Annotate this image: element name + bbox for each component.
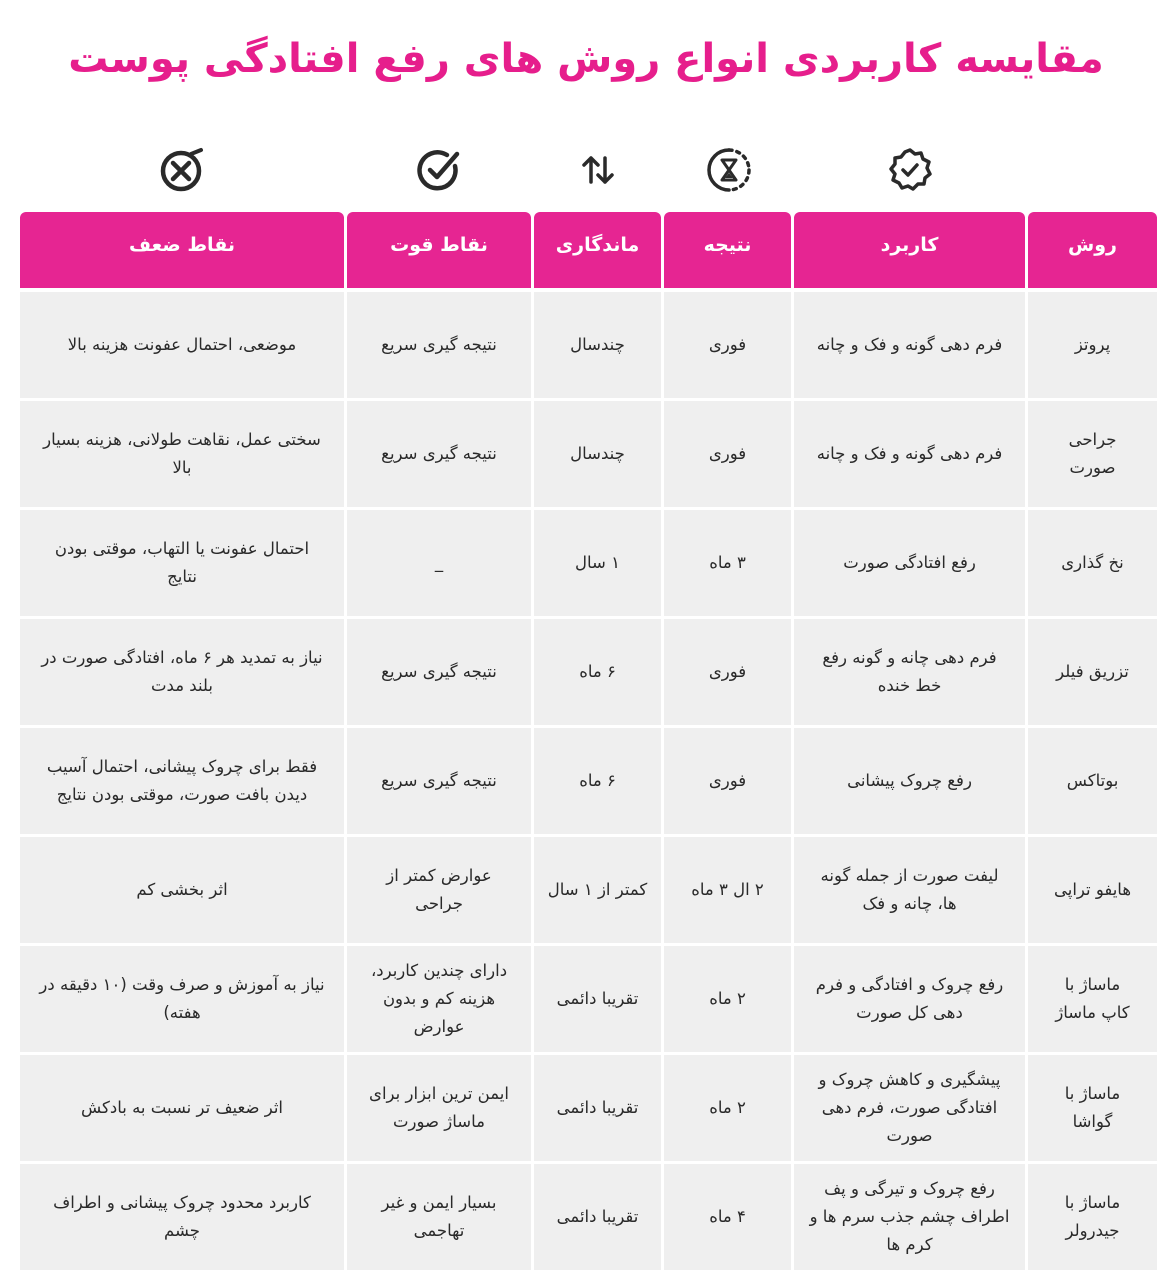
table-cell-method: ماساژ با کاپ ماساژ xyxy=(1028,946,1157,1052)
table-cell-strengths: نتیجه گیری سریع xyxy=(347,292,531,398)
table-cell-weaknesses: کاربرد محدود چروک پیشانی و اطراف چشم xyxy=(20,1164,344,1270)
table-cell-usage: فرم دهی چانه و گونه رفع خط خنده xyxy=(794,619,1025,725)
table-cell-durability: تقریبا دائمی xyxy=(534,1164,661,1270)
table-cell-strengths: نتیجه گیری سریع xyxy=(347,728,531,834)
table-cell-usage: رفع چروک و تیرگی و پف اطراف چشم جذب سرم ها و کرم ها xyxy=(794,1164,1025,1270)
table-cell-durability: ۶ ماه xyxy=(534,619,661,725)
table-cell-weaknesses: فقط برای چروک پیشانی، احتمال آسیب دیدن بافت صورت، موقتی بودن نتایج xyxy=(20,728,344,834)
table-cell-durability: تقریبا دائمی xyxy=(534,1055,661,1161)
table-cell-strengths: عوارض کمتر از جراحی xyxy=(347,837,531,943)
header-weaknesses: نقاط ضعف xyxy=(20,212,344,288)
header-durability: ماندگاری xyxy=(534,212,661,288)
table-cell-method: پروتز xyxy=(1028,292,1157,398)
header-usage: کاربرد xyxy=(794,212,1025,288)
badge-check-icon xyxy=(880,140,940,200)
page-title: مقایسه کاربردی انواع روش های رفع افتادگی پوست xyxy=(68,36,1104,82)
table-cell-method: بوتاکس xyxy=(1028,728,1157,834)
table-cell-result: ۲ ماه xyxy=(664,1055,791,1161)
table-cell-weaknesses: سختی عمل، نقاهت طولانی، هزینه بسیار بالا xyxy=(20,401,344,507)
table-cell-strengths: _ xyxy=(347,510,531,616)
table-cell-method: تزریق فیلر xyxy=(1028,619,1157,725)
table-cell-weaknesses: موضعی، احتمال عفونت هزینه بالا xyxy=(20,292,344,398)
header-method: روش xyxy=(1028,212,1157,288)
table-cell-durability: کمتر از ۱ سال xyxy=(534,837,661,943)
table-cell-result: ۲ ماه xyxy=(664,946,791,1052)
table-cell-usage: پیشگیری و کاهش چروک و افتادگی صورت، فرم دهی صورت xyxy=(794,1055,1025,1161)
comparison-table xyxy=(20,212,1157,1272)
table-cell-method: جراحی صورت xyxy=(1028,401,1157,507)
table-cell-durability: ۶ ماه xyxy=(534,728,661,834)
header-strengths: نقاط قوت xyxy=(347,212,531,288)
table-cell-durability: چندسال xyxy=(534,292,661,398)
check-circle-icon xyxy=(409,140,469,200)
table-cell-method: ماساژ با گواشا xyxy=(1028,1055,1157,1161)
table-cell-usage: رفع افتادگی صورت xyxy=(794,510,1025,616)
table-cell-result: فوری xyxy=(664,728,791,834)
table-cell-durability: چندسال xyxy=(534,401,661,507)
table-cell-result: ۳ ماه xyxy=(664,510,791,616)
table-cell-strengths: دارای چندین کاربرد، هزینه کم و بدون عوارض xyxy=(347,946,531,1052)
table-cell-strengths: نتیجه گیری سریع xyxy=(347,619,531,725)
table-cell-weaknesses: احتمال عفونت یا التهاب، موقتی بودن نتایج xyxy=(20,510,344,616)
column-icons xyxy=(0,140,1172,204)
table-cell-usage: فرم دهی گونه و فک و چانه xyxy=(794,401,1025,507)
table-cell-method: نخ گذاری xyxy=(1028,510,1157,616)
hourglass-clock-icon xyxy=(699,140,759,200)
table-cell-durability: تقریبا دائمی xyxy=(534,946,661,1052)
table-cell-weaknesses: اثر ضعیف تر نسبت به بادکش xyxy=(20,1055,344,1161)
table-cell-usage: رفع چروک و افتادگی و فرم دهی کل صورت xyxy=(794,946,1025,1052)
table-cell-usage: لیفت صورت از جمله گونه ها، چانه و فک xyxy=(794,837,1025,943)
table-cell-strengths: نتیجه گیری سریع xyxy=(347,401,531,507)
table-cell-result: ۴ ماه xyxy=(664,1164,791,1270)
table-cell-result: فوری xyxy=(664,292,791,398)
table-cell-strengths: ایمن ترین ابزار برای ماساژ صورت xyxy=(347,1055,531,1161)
table-cell-weaknesses: اثر بخشی کم xyxy=(20,837,344,943)
table-cell-usage: رفع چروک پیشانی xyxy=(794,728,1025,834)
table-cell-method: ماساژ با جیدرولر xyxy=(1028,1164,1157,1270)
table-cell-result: فوری xyxy=(664,401,791,507)
table-cell-result: فوری xyxy=(664,619,791,725)
header-result: نتیجه xyxy=(664,212,791,288)
cancel-circle-icon xyxy=(152,140,212,200)
table-cell-result: ۲ ال ۳ ماه xyxy=(664,837,791,943)
table-cell-usage: فرم دهی گونه و فک و چانه xyxy=(794,292,1025,398)
table-cell-strengths: بسیار ایمن و غیر تهاجمی xyxy=(347,1164,531,1270)
arrows-up-down-icon xyxy=(568,140,628,200)
table-cell-method: هایفو تراپی xyxy=(1028,837,1157,943)
table-cell-durability: ۱ سال xyxy=(534,510,661,616)
table-cell-weaknesses: نیاز به آموزش و صرف وقت (۱۰ دقیقه در هفته) xyxy=(20,946,344,1052)
table-cell-weaknesses: نیاز به تمدید هر ۶ ماه، افتادگی صورت در بلند مدت xyxy=(20,619,344,725)
